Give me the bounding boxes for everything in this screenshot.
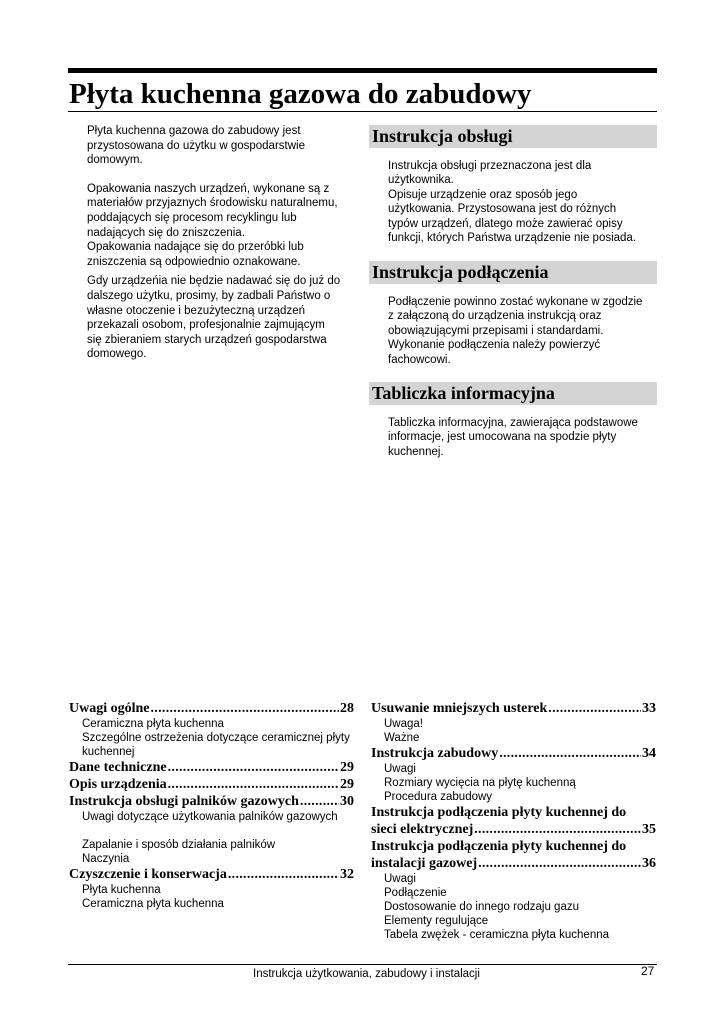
toc-entry-title: Dane techniczne	[69, 760, 167, 775]
toc-entry-page: 30	[340, 794, 354, 809]
toc-subitem: Ceramiczna płyta kuchenna	[82, 718, 224, 730]
toc-entry-title: Usuwanie mniejszych usterek	[371, 701, 548, 716]
text-line: Wykonanie podłączenia należy powierzyć	[388, 339, 601, 352]
text-line: Instrukcja obsługi przeznaczona jest dla	[388, 160, 592, 172]
text-line: zniszczenia są odpowiednio oznakowane.	[87, 255, 301, 268]
toc-entry-instrukcja-obslugi-palnikow[interactable]	[69, 793, 354, 810]
toc-entry-line[interactable]: Instrukcja podłączenia płyty kuchennej do	[371, 805, 627, 820]
section-instrukcja-podlaczenia	[369, 261, 657, 367]
text-line: domowego.	[87, 348, 147, 361]
section-instrukcja-obslugi	[369, 125, 657, 245]
text-line: nadających się do zniszczenia.	[87, 226, 245, 239]
toc-subitem: Procedura zabudowy	[384, 791, 493, 803]
table-of-contents-left	[69, 700, 354, 911]
text-line: użytkownika.	[388, 174, 454, 187]
section-heading: Instrukcja podłączenia	[369, 261, 657, 284]
page-title: Płyta kuchenna gazowa do zabudowy	[69, 78, 532, 110]
text-line: Tabliczka informacyjna, zawierająca podstawowe	[388, 417, 638, 429]
toc-entry-instrukcja-zabudowy[interactable]	[371, 745, 656, 762]
toc-entry-title: Instrukcja zabudowy	[371, 746, 499, 761]
toc-entry-page: 33	[642, 701, 656, 716]
toc-entry-title: sieci elektrycznej	[371, 822, 474, 837]
section-heading: Instrukcja obsługi	[369, 125, 657, 148]
toc-subitem: Naczynia	[82, 853, 130, 865]
text-line: fachowcowi.	[388, 353, 451, 366]
toc-entry-page: 29	[340, 760, 354, 775]
toc-subitem: Uwagi dotyczące użytkowania palników gazowych	[82, 811, 338, 823]
text-line: Opakowania nadające się do przeróbki lub	[87, 241, 304, 254]
toc-entry-title: Uwagi ogólne	[69, 701, 150, 716]
toc-entry-title: Opis urządzenia	[69, 777, 167, 792]
section-body	[369, 416, 657, 459]
text-line: Gdy urządzeńia nie będzie nadawać się do już do	[87, 275, 341, 288]
text-line: materiałów przyjaznych środowisku naturalnemu,	[87, 197, 338, 210]
text-line: typów urządzeń, dlatego może zawierać opisy	[388, 217, 623, 230]
table-of-contents-right	[371, 700, 656, 942]
toc-subitem: Dostosowanie do innego rodzaju gazu	[384, 901, 579, 913]
section-heading: Tabliczka informacyjna	[369, 382, 657, 405]
toc-entry-line[interactable]: Instrukcja podłączenia płyty kuchennej do	[371, 839, 627, 854]
text-line: własne otoczenie i bezużyteczną urządzeń	[87, 304, 305, 317]
title-rule	[68, 111, 657, 112]
toc-entry-page: 28	[340, 701, 354, 716]
toc-subitem: Elementy regulujące	[384, 915, 489, 927]
toc-entry-page: 35	[642, 822, 656, 837]
toc-entry-page: 29	[340, 777, 354, 792]
text-line: Podłączenie powinno zostać wykonane w zgodzie	[388, 296, 643, 308]
intro-column	[87, 124, 357, 362]
text-line: informacje, jest umocowana na spodzie płyty	[388, 431, 617, 444]
text-line: poddających się procesom recyklingu lub	[87, 211, 297, 224]
text-line: Opakowania naszych urządzeń, wykonane są z	[87, 182, 330, 195]
toc-subitem: Zapalanie i sposób działania palników	[82, 839, 276, 851]
toc-entry-uwagi-ogolne[interactable]	[69, 700, 354, 717]
intro-paragraph-3	[87, 274, 357, 362]
toc-entry-title: Czyszczenie i konserwacja	[69, 867, 227, 882]
toc-entry-siec-elektryczna[interactable]	[371, 821, 656, 838]
toc-entry-dane-techniczne[interactable]	[69, 759, 354, 776]
text-line: Opisuje urządzenie oraz sposób jego	[388, 188, 578, 201]
toc-entry-czyszczenie[interactable]	[69, 866, 354, 883]
toc-entry-opis-urzadzenia[interactable]	[69, 776, 354, 793]
text-line: funkcji, których Państwa urządzenie nie posiada.	[388, 232, 637, 245]
text-line: przekazali osobom, profesjonalnie zajmującym	[87, 319, 325, 332]
text-line: użytkowania. Przystosowana jest do różnych	[388, 203, 617, 216]
toc-subitem: Tabela zwężek - ceramiczna płyta kuchenna	[384, 929, 610, 941]
toc-entry-instalacja-gazowa[interactable]	[371, 855, 656, 872]
toc-subitem: Ceramiczna płyta kuchenna	[82, 898, 224, 910]
toc-subitem: Uwagi	[384, 763, 416, 775]
toc-entry-page: 34	[642, 746, 656, 761]
footer-rule	[68, 964, 657, 965]
text-line: Płyta kuchenna gazowa do zabudowy jest	[87, 125, 301, 137]
toc-subitem: Podłączenie	[384, 887, 447, 899]
text-line: z załączoną do urządzenia instrukcją oraz	[388, 310, 602, 323]
footer-text: Instrukcja użytkowania, zabudowy i instalacji	[253, 968, 480, 980]
toc-subitem: Uwaga!	[384, 718, 423, 730]
text-line: przystosowana do użytku w gospodarstwie	[87, 139, 305, 152]
toc-entry-page: 32	[340, 867, 354, 882]
section-body	[369, 295, 657, 367]
text-line: kuchennej.	[388, 445, 444, 458]
toc-subitem: Szczególne ostrzeżenia dotyczące ceramicznej płyty kuchennej	[82, 732, 350, 758]
page-number: 27	[641, 964, 655, 978]
intro-paragraph-2	[87, 182, 357, 270]
section-body	[369, 159, 657, 245]
toc-entry-usuwanie-usterek[interactable]	[371, 700, 656, 717]
toc-entry-title: instalacji gazowej	[371, 856, 478, 871]
toc-subitem: Uwagi	[384, 873, 416, 885]
toc-subitem: Płyta kuchenna	[82, 884, 161, 896]
intro-paragraph-1	[87, 124, 357, 168]
top-rule	[68, 68, 657, 73]
toc-subitem: Ważne	[384, 732, 420, 744]
toc-entry-title: Instrukcja obsługi palników gazowych	[69, 794, 299, 809]
toc-entry-page: 36	[642, 856, 656, 871]
text-line: dalszego użytku, prosimy, by zadbali Państwo o	[87, 289, 331, 302]
section-tabliczka-informacyjna	[369, 382, 657, 459]
text-line: się zbieraniem starych urządzeń gospodarstwa	[87, 333, 327, 346]
toc-subitem: Rozmiary wycięcia na płytę kuchenną	[384, 777, 576, 789]
text-line: domowym.	[87, 154, 143, 167]
text-line: obowiązującymi przepisami i standardami.	[388, 324, 604, 337]
